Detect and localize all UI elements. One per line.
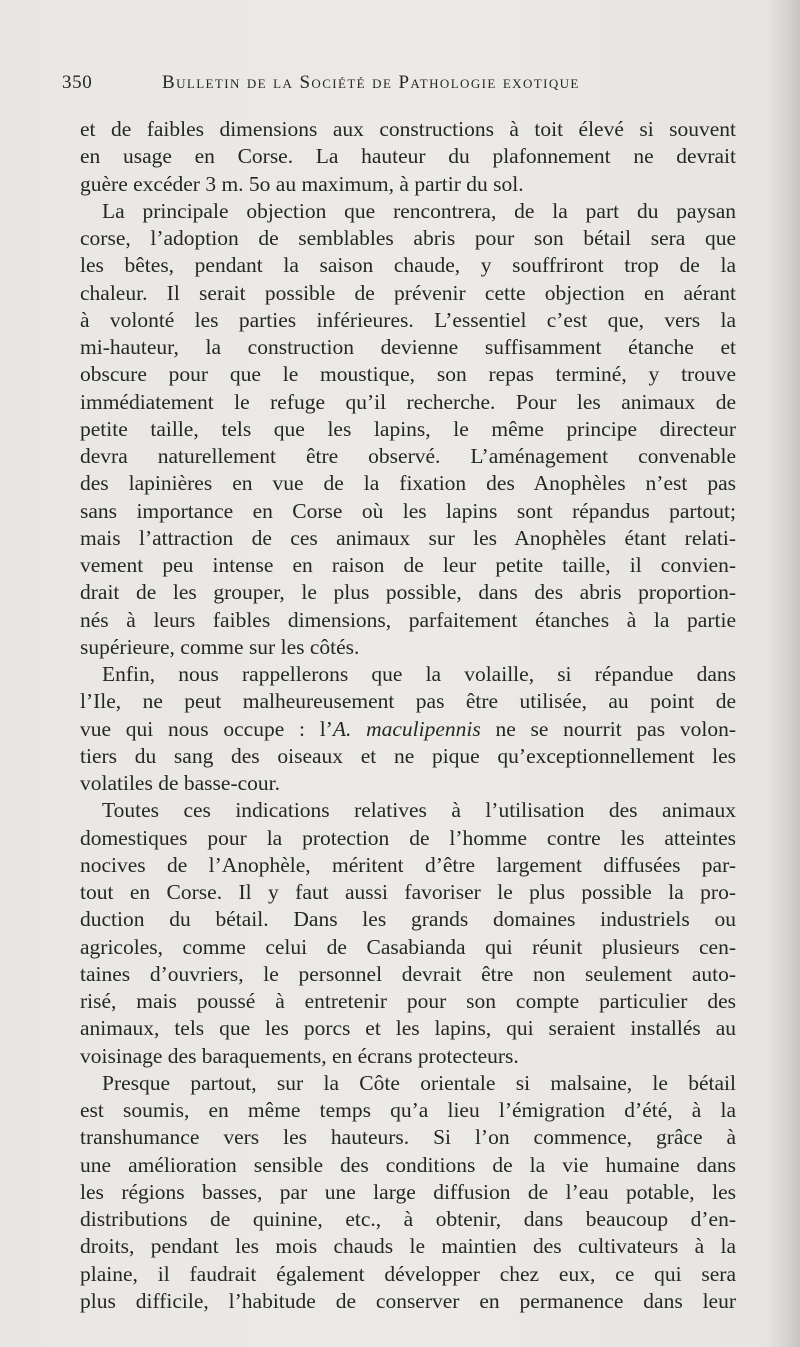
text-line [80, 1288, 736, 1315]
text-span: plus difficile, l’habitude de conserver en permanence dans leur [80, 1288, 736, 1313]
text-line [80, 525, 736, 552]
text-line [80, 906, 736, 933]
text-line [80, 634, 736, 661]
text-line [80, 607, 736, 634]
text-span: risé, mais poussé à entretenir pour son compte particulier des [80, 989, 736, 1013]
text-span: mais l’attraction de ces animaux sur les Anophèles étant relati- [80, 525, 736, 550]
text-span: Presque partout, sur la Côte orientale si malsaine, le bétail [102, 1070, 736, 1095]
text-span: les bêtes, pendant la saison chaude, y souffriront trop de la [80, 253, 736, 278]
text-span: les régions basses, par une large diffusion de l’eau potable, les [80, 1179, 736, 1204]
text-span: tout en Corse. Il y faut aussi favoriser le plus possible la pro- [80, 880, 736, 904]
text-line [80, 1015, 736, 1042]
text-line [80, 988, 736, 1015]
text-span: nocives de l’Anophèle, méritent d’être largement diffusées par- [80, 852, 736, 877]
text-span: en usage en Corse. La hauteur du plafonnement ne devrait [80, 144, 736, 169]
text-line [80, 961, 736, 988]
text-line [80, 661, 736, 688]
text-span: chaleur. Il serait possible de prévenir cette objection en aérant [80, 280, 736, 305]
text-line [80, 116, 736, 143]
text-line [80, 307, 736, 334]
text-span: vement peu intense en raison de leur petite taille, il convien- [80, 553, 736, 577]
text-span: distributions de quinine, etc., à obtenir, dans beaucoup d’en- [80, 1207, 736, 1231]
text-line [80, 252, 736, 279]
text-line [80, 879, 736, 906]
text-line [80, 1070, 736, 1097]
text-span: petite taille, tels que les lapins, le même principe directeur [80, 416, 736, 441]
text-span: ne se nourrit pas volon- [480, 716, 736, 741]
body-text [80, 116, 736, 1315]
text-span: et de faibles dimensions aux constructions à toit élevé si souvent [80, 117, 736, 141]
book-spine-shadow [766, 0, 800, 1347]
text-span: guère excéder 3 m. 5o au maximum, à partir du sol. [80, 171, 524, 196]
text-line [80, 825, 736, 852]
text-line [80, 934, 736, 961]
text-line [80, 225, 736, 252]
text-span: à volonté les parties inférieures. L’essentiel c’est que, vers la [80, 307, 736, 332]
text-line [80, 198, 736, 225]
text-line [80, 143, 736, 170]
text-line [80, 416, 736, 443]
text-line [80, 1097, 736, 1124]
text-span: volatiles de basse-cour. [80, 771, 281, 795]
text-line [80, 1261, 736, 1288]
text-span: obscure pour que le moustique, son repas terminé, y trouve [80, 362, 736, 387]
text-span: animaux, tels que les porcs et les lapins, qui seraient installés au [80, 1016, 736, 1041]
text-span: est soumis, en même temps qu’a lieu l’émigration d’été, à la [80, 1098, 736, 1122]
italic-species-name: A. maculipennis [332, 716, 481, 741]
text-line [80, 498, 736, 525]
running-title: Bulletin de la Société de Pathologie exotique [162, 72, 580, 93]
text-span: une amélioration sensible des conditions de la vie humaine dans [80, 1152, 736, 1177]
text-line [80, 1233, 736, 1260]
text-line [80, 389, 736, 416]
text-span: vue qui nous occupe : l’ [80, 716, 333, 741]
text-span: La principale objection que rencontrera, de la part du paysan [102, 198, 736, 223]
text-line [80, 716, 736, 743]
text-line [80, 770, 736, 797]
text-line [80, 361, 736, 388]
text-line [80, 852, 736, 879]
text-span: duction du bétail. Dans les grands domaines industriels ou [80, 907, 736, 932]
text-span: Toutes ces indications relatives à l’utilisation des animaux [102, 798, 736, 823]
text-line [80, 443, 736, 470]
text-line [80, 743, 736, 770]
text-span: l’Ile, ne peut malheureusement pas être utilisée, au point de [80, 689, 736, 714]
page-header [62, 72, 742, 102]
text-line [80, 334, 736, 361]
text-span: mi-hauteur, la construction devienne suffisamment étanche et [80, 335, 736, 359]
text-span: domestiques pour la protection de l’homme contre les atteintes [80, 825, 736, 850]
text-line [80, 1206, 736, 1233]
text-line [80, 552, 736, 579]
text-line [80, 797, 736, 824]
text-line [80, 1124, 736, 1151]
text-span: supérieure, comme sur les côtés. [80, 634, 360, 659]
text-span: immédiatement le refuge qu’il recherche. Pour les animaux de [80, 389, 736, 414]
text-span: transhumance vers les hauteurs. Si l’on commence, grâce à [80, 1125, 736, 1150]
text-line [80, 171, 736, 198]
text-span: drait de les grouper, le plus possible, dans des abris proportion- [80, 580, 736, 605]
text-span: droits, pendant les mois chauds le maintien des cultivateurs à la [80, 1234, 736, 1259]
text-span: sans importance en Corse où les lapins sont répandus partout; [80, 498, 736, 523]
text-line [80, 688, 736, 715]
text-span: plaine, il faudrait également développer chez eux, ce qui sera [80, 1261, 736, 1286]
text-span: Enfin, nous rappellerons que la volaille, si répandue dans [102, 662, 736, 686]
text-span: agricoles, comme celui de Casabianda qui réunit plusieurs cen- [80, 934, 736, 959]
text-line [80, 1152, 736, 1179]
text-span: voisinage des baraquements, en écrans protecteurs. [80, 1043, 519, 1068]
text-line [80, 1179, 736, 1206]
text-line [80, 1043, 736, 1070]
text-span: taines d’ouvriers, le personnel devrait être non seulement auto- [80, 961, 736, 986]
text-span: nés à leurs faibles dimensions, parfaitement étanches à la partie [80, 607, 736, 632]
text-line [80, 470, 736, 497]
text-span: tiers du sang des oiseaux et ne pique qu’exceptionnellement les [80, 743, 736, 768]
text-span: devra naturellement être observé. L’aménagement convenable [80, 444, 736, 468]
page-number: 350 [62, 72, 93, 93]
text-line [80, 280, 736, 307]
text-span: corse, l’adoption de semblables abris pour son bétail sera que [80, 226, 736, 250]
text-span: des lapinières en vue de la fixation des Anophèles n’est pas [80, 471, 736, 496]
text-line [80, 579, 736, 606]
